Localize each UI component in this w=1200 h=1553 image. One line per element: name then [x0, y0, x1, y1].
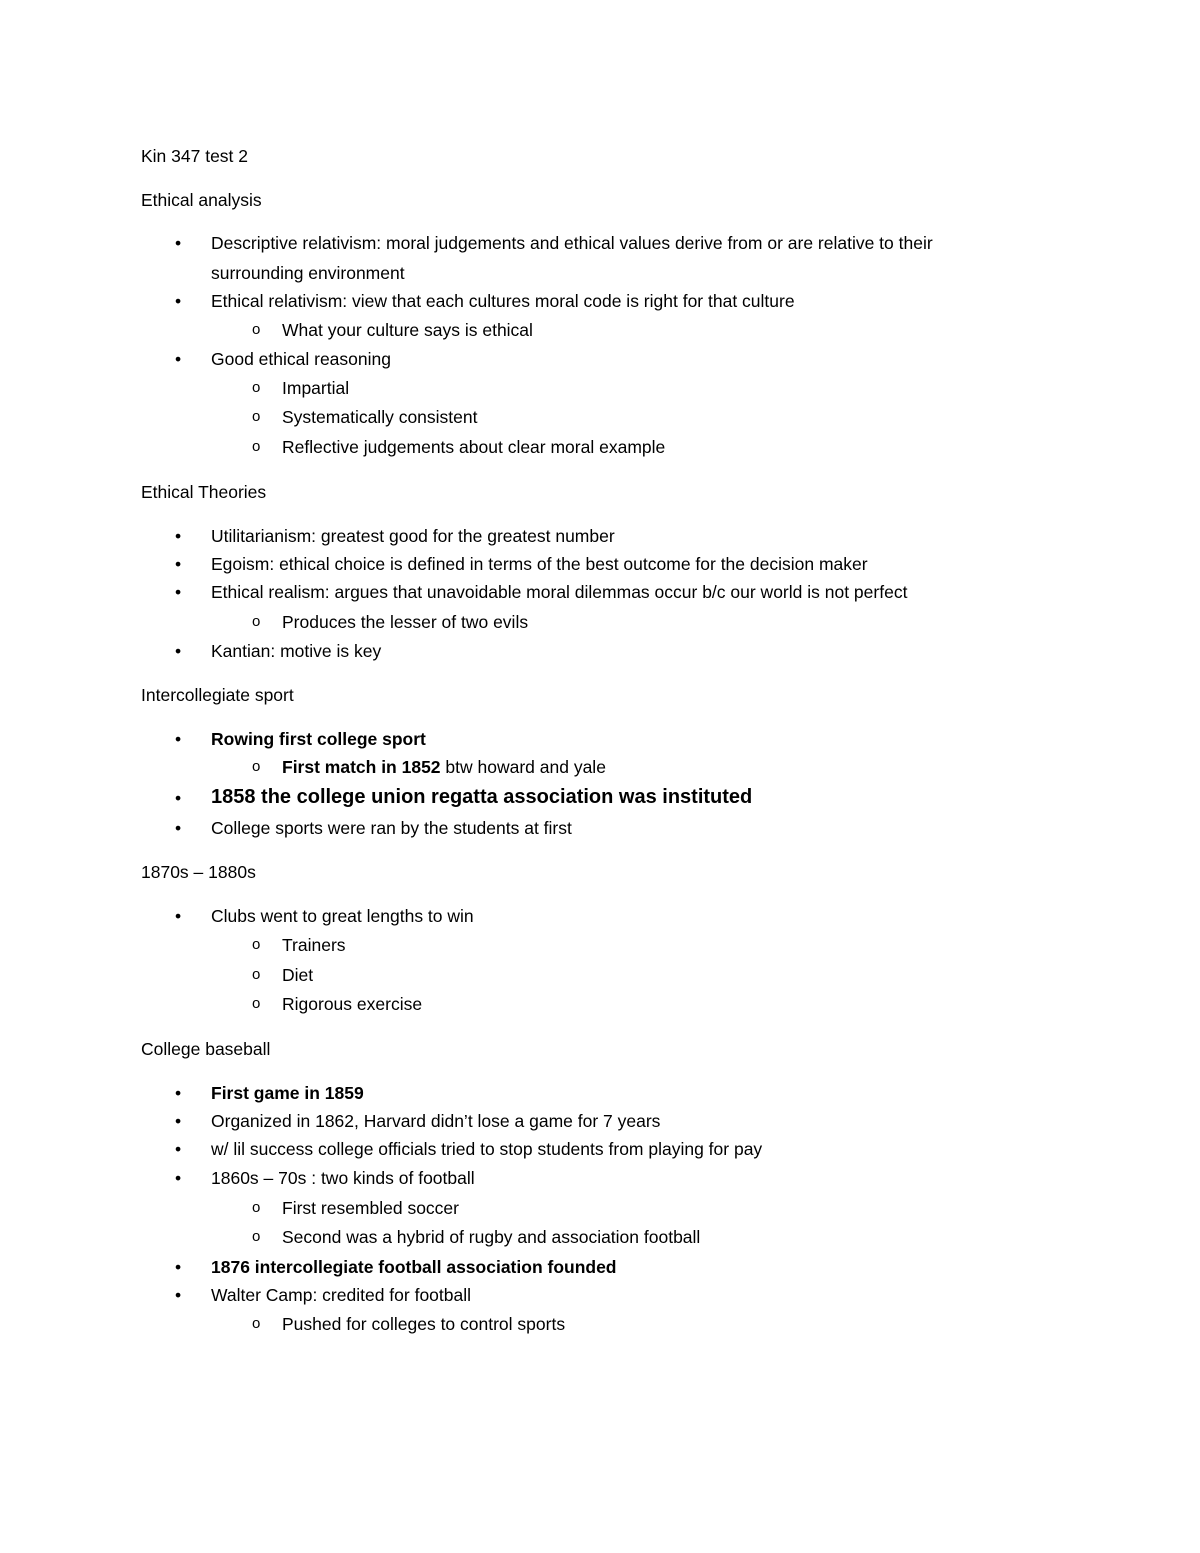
- bullet-icon: •: [175, 788, 182, 808]
- bullet-icon: •: [175, 526, 182, 546]
- list-item: Rowing first college sport: [211, 729, 426, 749]
- list-item: Ethical realism: argues that unavoidable moral dilemmas occur b/c our world is not perfect: [211, 582, 908, 602]
- bullet-icon: •: [175, 906, 182, 926]
- bullet-icon: •: [175, 1257, 182, 1277]
- bullet-icon: •: [175, 1285, 182, 1305]
- bullet-icon: •: [175, 1168, 182, 1188]
- sub-list-item: Impartial: [282, 378, 350, 398]
- sub-bullet-icon: o: [252, 1199, 261, 1216]
- sub-list-item: [282, 756, 606, 778]
- sub-list-item: Diet: [282, 965, 314, 985]
- bullet-icon: •: [175, 1083, 182, 1103]
- section-heading-ethical-analysis: Ethical analysis: [141, 190, 262, 210]
- section-heading-ethical-theories: Ethical Theories: [141, 482, 267, 502]
- list-item: 1876 intercollegiate football association founded: [211, 1257, 617, 1277]
- sub-list-item: Pushed for colleges to control sports: [282, 1314, 566, 1334]
- bullet-icon: •: [175, 582, 182, 602]
- list-item: 1858 the college union regatta association was instituted: [211, 786, 753, 808]
- list-item: Descriptive relativism: moral judgements and ethical values derive from or are relative to their: [211, 233, 933, 253]
- section-heading-intercollegiate-sport: Intercollegiate sport: [141, 685, 294, 705]
- sub-bullet-icon: o: [252, 321, 261, 338]
- sub-bullet-icon: o: [252, 1228, 261, 1245]
- list-item: Good ethical reasoning: [211, 349, 391, 369]
- sub-bullet-icon: o: [252, 438, 261, 455]
- list-item: First game in 1859: [211, 1083, 364, 1103]
- section-heading-1870s-1880s: 1870s – 1880s: [141, 862, 256, 882]
- bullet-icon: •: [175, 729, 182, 749]
- sub-bullet-icon: o: [252, 758, 261, 775]
- sub-list-item: First resembled soccer: [282, 1198, 459, 1218]
- sub-bullet-icon: o: [252, 936, 261, 953]
- list-item: Organized in 1862, Harvard didn’t lose a game for 7 years: [211, 1111, 661, 1131]
- plain-text: btw howard and yale: [440, 757, 606, 777]
- bullet-icon: •: [175, 233, 182, 253]
- sub-list-item: Rigorous exercise: [282, 994, 423, 1014]
- sub-list-item: Second was a hybrid of rugby and association football: [282, 1227, 701, 1247]
- sub-list-item: What your culture says is ethical: [282, 320, 533, 340]
- sub-bullet-icon: o: [252, 966, 261, 983]
- list-item: Egoism: ethical choice is defined in terms of the best outcome for the decision maker: [211, 554, 868, 574]
- bold-text: First match in 1852: [282, 757, 441, 777]
- bullet-icon: •: [175, 291, 182, 311]
- list-item: Utilitarianism: greatest good for the greatest number: [211, 526, 615, 546]
- section-heading-college-baseball: College baseball: [141, 1039, 271, 1059]
- sub-bullet-icon: o: [252, 995, 261, 1012]
- list-item: College sports were ran by the students at first: [211, 818, 572, 838]
- sub-bullet-icon: o: [252, 613, 261, 630]
- bullet-icon: •: [175, 349, 182, 369]
- sub-list-item: Reflective judgements about clear moral example: [282, 437, 666, 457]
- bullet-icon: •: [175, 641, 182, 661]
- list-item: w/ lil success college officials tried to stop students from playing for pay: [211, 1139, 763, 1159]
- list-item: Walter Camp: credited for football: [211, 1285, 472, 1305]
- bullet-icon: •: [175, 1139, 182, 1159]
- list-item: Clubs went to great lengths to win: [211, 906, 474, 926]
- sub-list-item: Systematically consistent: [282, 407, 478, 427]
- list-item-continuation: surrounding environment: [211, 263, 405, 283]
- bullet-icon: •: [175, 1111, 182, 1131]
- sub-list-item: Trainers: [282, 935, 346, 955]
- list-item: Ethical relativism: view that each cultures moral code is right for that culture: [211, 291, 795, 311]
- sub-list-item: Produces the lesser of two evils: [282, 612, 529, 632]
- sub-bullet-icon: o: [252, 1315, 261, 1332]
- bullet-icon: •: [175, 554, 182, 574]
- list-item: Kantian: motive is key: [211, 641, 382, 661]
- bullet-icon: •: [175, 818, 182, 838]
- document-title: Kin 347 test 2: [141, 146, 249, 166]
- list-item: 1860s – 70s : two kinds of football: [211, 1168, 475, 1188]
- sub-bullet-icon: o: [252, 379, 261, 396]
- sub-bullet-icon: o: [252, 408, 261, 425]
